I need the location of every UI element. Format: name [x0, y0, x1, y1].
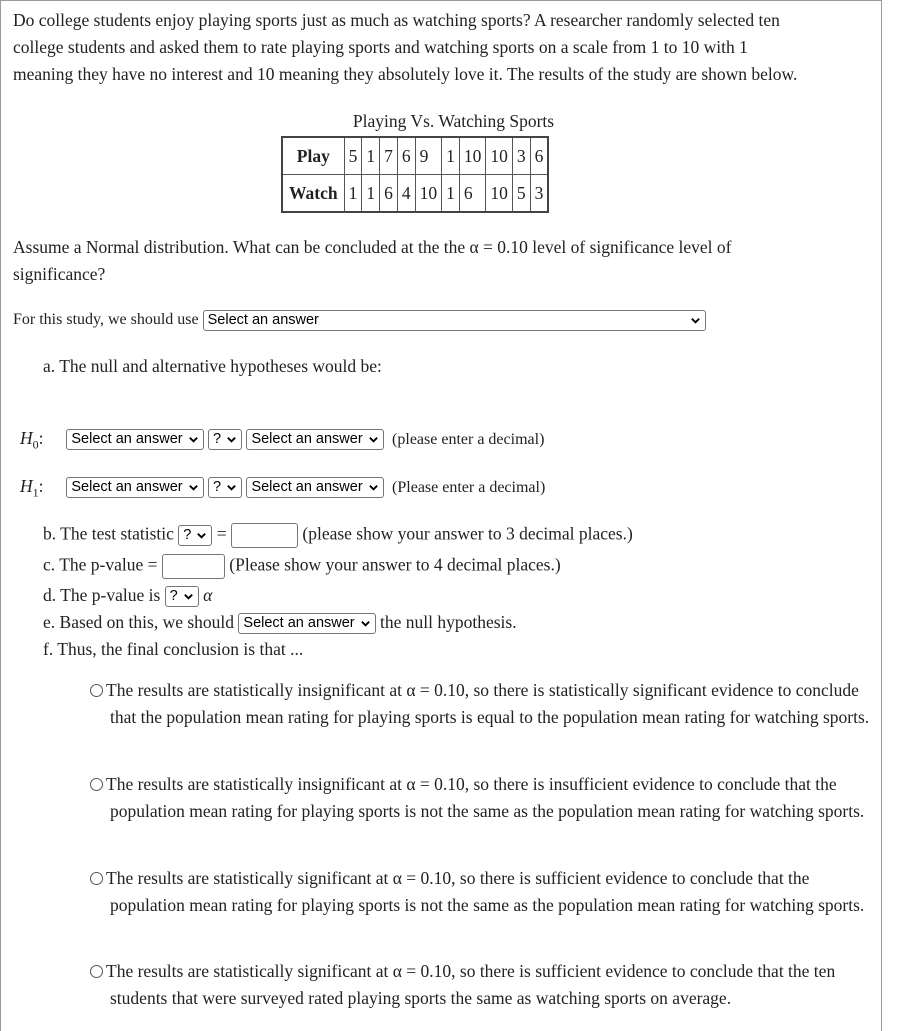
- table-cell: 10: [486, 175, 513, 213]
- p-value-comparison-select[interactable]: [165, 586, 199, 607]
- table-row-play: [282, 137, 548, 175]
- radio-button-icon[interactable]: [90, 684, 103, 697]
- option-label: The results are statistically insignificant at α = 0.10, so there is statistically significant evidence to conclude that the population mean rating for playing sports is equal to the population mean rating for watching sports.: [106, 680, 870, 727]
- test-statistic-select[interactable]: [178, 525, 212, 546]
- test-statistic-input[interactable]: [231, 523, 298, 548]
- table-cell: 1: [362, 137, 380, 175]
- chevron-down-icon: [188, 434, 199, 445]
- option-label: The results are statistically insignificant at α = 0.10, so there is insufficient evidence to conclude that the population mean rating for playing sports is not the same as the population mean rating for watching sports.: [106, 774, 865, 821]
- table-cell: 1: [362, 175, 380, 213]
- option-label: The results are statistically significant at α = 0.10, so there is sufficient evidence to conclude that the ten students that were surveyed rated playing sports the same as watching sports on average.: [106, 961, 836, 1008]
- conclusion-option[interactable]: [90, 677, 880, 731]
- chevron-down-icon: [360, 618, 371, 629]
- chevron-down-icon: [196, 530, 207, 541]
- table-cell: 3: [530, 175, 548, 213]
- select-value: Select an answer: [71, 479, 183, 496]
- table-cell: 3: [512, 137, 530, 175]
- chevron-down-icon: [226, 434, 237, 445]
- data-table: [281, 136, 549, 213]
- select-value: Select an answer: [243, 615, 355, 632]
- part-d-label: d. The p-value is: [43, 585, 161, 605]
- table-cell: 10: [415, 175, 442, 213]
- part-c-row: [43, 554, 561, 579]
- h0-note: (please enter a decimal): [392, 431, 545, 448]
- assumption-text: [13, 234, 732, 288]
- study-label: For this study, we should use: [13, 311, 199, 329]
- h0-operator-select[interactable]: [208, 429, 242, 450]
- radio-button-icon[interactable]: [90, 872, 103, 885]
- table-cell: 6: [380, 175, 398, 213]
- part-b-note: (please show your answer to 3 decimal places.): [302, 523, 633, 544]
- h-subscript: 1: [32, 485, 39, 500]
- part-a-label: a. The null and alternative hypotheses would be:: [43, 356, 382, 376]
- part-f-label: f. Thus, the final conclusion is that ...: [43, 639, 304, 659]
- h0-parameter-select[interactable]: [66, 429, 203, 450]
- h-letter: H: [20, 476, 33, 496]
- table-cell: 5: [344, 137, 362, 175]
- alpha-symbol: α: [203, 585, 213, 605]
- h1-parameter-select[interactable]: [66, 477, 203, 498]
- option-label: The results are statistically significant at α = 0.10, so there is sufficient evidence to conclude that the population mean rating for playing sports is not the same as the population mean rating for watching sports.: [106, 868, 865, 915]
- select-value: Select an answer: [251, 431, 363, 448]
- part-b-label: b. The test statistic: [43, 523, 174, 544]
- p-value-input[interactable]: [162, 554, 225, 579]
- table-cell: 7: [380, 137, 398, 175]
- table-cell: 1: [344, 175, 362, 213]
- select-value: ?: [183, 527, 192, 543]
- chevron-down-icon: [690, 315, 701, 326]
- table-cell: 6: [530, 137, 548, 175]
- table-cell: 10: [486, 137, 513, 175]
- table-cell: 1: [442, 175, 460, 213]
- select-value: ?: [169, 588, 178, 605]
- assume-line: Assume a Normal distribution. What can be concluded at the the α = 0.10 level of significance level of: [13, 237, 732, 257]
- h-letter: H: [20, 428, 33, 448]
- table-cell: 1: [442, 137, 460, 175]
- equals-sign: =: [216, 523, 227, 544]
- select-value: ?: [212, 479, 222, 496]
- chevron-down-icon: [368, 482, 379, 493]
- chevron-down-icon: [226, 482, 237, 493]
- conclusion-option[interactable]: [90, 771, 880, 825]
- option-text: [90, 865, 880, 919]
- table-cell: 5: [512, 175, 530, 213]
- radio-button-icon[interactable]: [90, 965, 103, 978]
- select-value: Select an answer: [251, 479, 363, 496]
- assume-line: significance?: [13, 264, 106, 284]
- conclusion-option[interactable]: [90, 865, 880, 919]
- select-value: ?: [212, 431, 222, 448]
- radio-button-icon[interactable]: [90, 778, 103, 791]
- select-value: Select an answer: [71, 431, 183, 448]
- table-cell: 4: [397, 175, 415, 213]
- intro-line: Do college students enjoy playing sports just as much as watching sports? A researcher randomly selected ten: [13, 10, 780, 30]
- h1-value-select[interactable]: [246, 477, 383, 498]
- table-cell: 6: [459, 175, 486, 213]
- part-b-row: [43, 523, 633, 548]
- row-label: Watch: [282, 175, 344, 213]
- option-text: [90, 958, 880, 1012]
- study-row: [13, 310, 706, 331]
- conclusion-option[interactable]: [90, 958, 880, 1012]
- part-c-label: c. The p-value =: [43, 554, 158, 575]
- h0-row: [20, 428, 544, 453]
- option-text: [90, 771, 880, 825]
- row-label: Play: [282, 137, 344, 175]
- part-d-row: [43, 585, 212, 607]
- test-type-select[interactable]: [203, 310, 706, 331]
- h-subscript: 0: [32, 437, 39, 452]
- option-text: [90, 677, 880, 731]
- chevron-down-icon: [183, 591, 194, 602]
- h1-row: [20, 476, 545, 501]
- colon: :: [38, 428, 44, 448]
- h1-note: (Please enter a decimal): [392, 479, 546, 496]
- part-e-row: [43, 612, 517, 634]
- h0-label: [20, 428, 62, 453]
- table-cell: 9: [415, 137, 442, 175]
- table-row-watch: [282, 175, 548, 213]
- table-cell: 10: [459, 137, 486, 175]
- h1-operator-select[interactable]: [208, 477, 242, 498]
- chevron-down-icon: [368, 434, 379, 445]
- h1-label: [20, 476, 62, 501]
- question-intro: [13, 7, 797, 88]
- colon: :: [38, 476, 44, 496]
- intro-line: college students and asked them to rate playing sports and watching sports on a scale from 1 to 10 with 1: [13, 37, 748, 57]
- select-value: Select an answer: [207, 312, 319, 328]
- decision-select[interactable]: [238, 613, 375, 634]
- intro-line: meaning they have no interest and 10 meaning they absolutely love it. The results of the study are shown below.: [13, 64, 798, 84]
- part-e-suffix: the null hypothesis.: [380, 612, 517, 632]
- chevron-down-icon: [188, 482, 199, 493]
- part-e-label: e. Based on this, we should: [43, 612, 235, 632]
- table-title: Playing Vs. Watching Sports: [352, 111, 555, 131]
- h0-value-select[interactable]: [246, 429, 383, 450]
- part-c-note: (Please show your answer to 4 decimal places.): [229, 554, 561, 575]
- table-cell: 6: [397, 137, 415, 175]
